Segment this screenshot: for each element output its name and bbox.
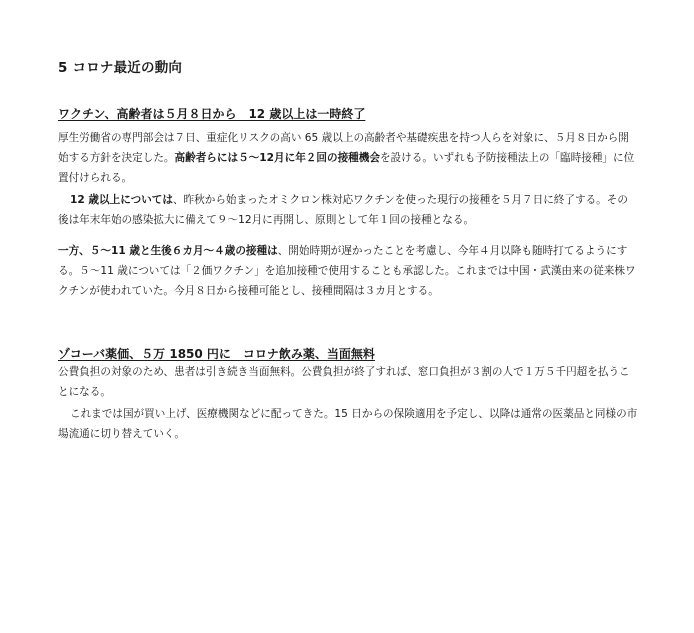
vaccine-p1-text-a: 厚生労働省の専門部会は７日、重症化リスクの高い 65 歳以上の高齢者や基礎疾患を持つ人らを対象に、５月８日から開始する方針を決定した。: [58, 132, 629, 164]
vaccine-heading: ワクチン、高齢者は５月８日から 12 歳以上は一時終了: [58, 107, 366, 121]
zokova-section: [58, 343, 638, 444]
vaccine-section: [58, 103, 638, 301]
vaccine-p3-bold: 一方、５〜11 歳と生後６カ月〜４歳の接種は: [58, 245, 278, 257]
zokova-heading: ゾコーバ薬価、５万 1850 円に コロナ飲み薬、当面無料: [58, 347, 375, 361]
vaccine-paragraph-3: [58, 241, 638, 301]
document-page: [58, 56, 638, 444]
vaccine-p3-text: 、開始時期が遅かったことを考慮し、今年４月以降も随時打てるようにする。５〜11 歳については「２価ワクチン」を追加接種で使用することも承認した。これまでは中国・武漢由来の従来株ワクチンが使われていた。今月８日から接種可能とし、接種間隔は３カ月とする。: [58, 245, 636, 297]
section-title: 5 コロナ最近の動向: [58, 60, 183, 76]
vaccine-p2-text: 、昨秋から始まったオミクロン株対応ワクチンを使った現行の接種を５月７日に終了する。その後は年末年始の感染拡大に備えて９〜12月に再開し、原則として年１回の接種となる。: [58, 194, 628, 226]
vaccine-paragraph-1: [58, 128, 638, 188]
vaccine-p1-bold: 高齢者らには５〜12月に年２回の接種機会: [174, 152, 380, 164]
zokova-paragraph-1: 公費負担の対象のため、患者は引き続き当面無料。公費負担が終了すれば、窓口負担が３割の人で１万５千円超を払うことになる。: [58, 366, 630, 398]
zokova-paragraph-2: これまでは国が買い上げ、医療機関などに配ってきた。15 日からの保険適用を予定し、以降は通常の医薬品と同様の市場流通に切り替えていく。: [58, 408, 638, 440]
vaccine-paragraph-2: [58, 190, 638, 230]
vaccine-p1-text-c: を設ける。いずれも予防接種法上の「臨時接種」に位置付けられる。: [58, 152, 635, 184]
vaccine-p2-bold: 12 歳以上については: [70, 194, 173, 206]
